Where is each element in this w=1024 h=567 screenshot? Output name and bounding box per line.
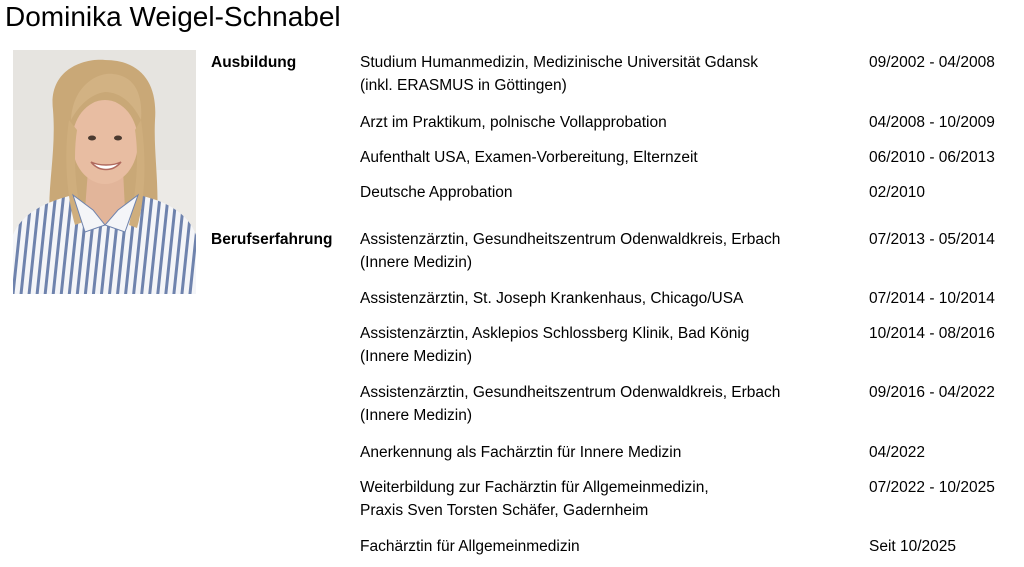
section-label-berufserfahrung: Berufserfahrung (211, 231, 333, 248)
entry-beruf-6 (360, 476, 860, 522)
entry-date: 07/2013 - 05/2014 (869, 231, 995, 248)
entry-date: 04/2022 (869, 444, 926, 461)
entry-text: Studium Humanmedizin, Medizinische Universität Gdansk (360, 54, 758, 71)
entry-beruf-4 (360, 381, 860, 427)
entry-text: Weiterbildung zur Fachärztin für Allgemeinmedizin, (360, 479, 709, 496)
entry-text: Assistenzärztin, Gesundheitszentrum Odenwaldkreis, Erbach (360, 384, 781, 401)
entry-ausbildung-3 (360, 146, 860, 169)
entry-date: 07/2022 - 10/2025 (869, 479, 995, 496)
entry-text: Deutsche Approbation (360, 184, 513, 201)
entry-beruf-3 (360, 322, 860, 368)
entry-beruf-5 (360, 441, 860, 464)
entry-date: 09/2016 - 04/2022 (869, 384, 995, 401)
entry-date: 06/2010 - 06/2013 (869, 149, 995, 166)
entry-ausbildung-1 (360, 51, 860, 97)
entry-text: Arzt im Praktikum, polnische Vollapprobation (360, 114, 667, 131)
entry-text: Fachärztin für Allgemeinmedizin (360, 538, 580, 555)
portrait-photo (13, 50, 196, 294)
entry-text: (Innere Medizin) (360, 254, 472, 271)
entry-text: Anerkennung als Fachärztin für Innere Medizin (360, 444, 682, 461)
entry-date: Seit 10/2025 (869, 538, 957, 555)
portrait-illustration (13, 50, 196, 294)
entry-text: (Innere Medizin) (360, 407, 472, 424)
entry-text: Praxis Sven Torsten Schäfer, Gadernheim (360, 502, 649, 519)
entry-ausbildung-2 (360, 111, 860, 134)
entry-text: (inkl. ERASMUS in Göttingen) (360, 77, 567, 94)
entry-beruf-2 (360, 287, 860, 310)
entry-date: 07/2014 - 10/2014 (869, 290, 995, 307)
entry-date: 10/2014 - 08/2016 (869, 325, 995, 342)
entry-text: (Innere Medizin) (360, 348, 472, 365)
entry-beruf-7 (360, 535, 860, 558)
entry-text: Assistenzärztin, Asklepios Schlossberg Klinik, Bad König (360, 325, 750, 342)
entry-beruf-1 (360, 228, 860, 274)
entry-date: 09/2002 - 04/2008 (869, 54, 995, 71)
entry-text: Assistenzärztin, Gesundheitszentrum Odenwaldkreis, Erbach (360, 231, 781, 248)
entry-date: 04/2008 - 10/2009 (869, 114, 995, 131)
entry-text: Assistenzärztin, St. Joseph Krankenhaus, Chicago/USA (360, 290, 744, 307)
entry-text: Aufenthalt USA, Examen-Vorbereitung, Elternzeit (360, 149, 698, 166)
entry-ausbildung-4 (360, 181, 860, 204)
page-title: Dominika Weigel-Schnabel (5, 1, 341, 32)
section-label-ausbildung: Ausbildung (211, 54, 297, 71)
entry-date: 02/2010 (869, 184, 926, 201)
